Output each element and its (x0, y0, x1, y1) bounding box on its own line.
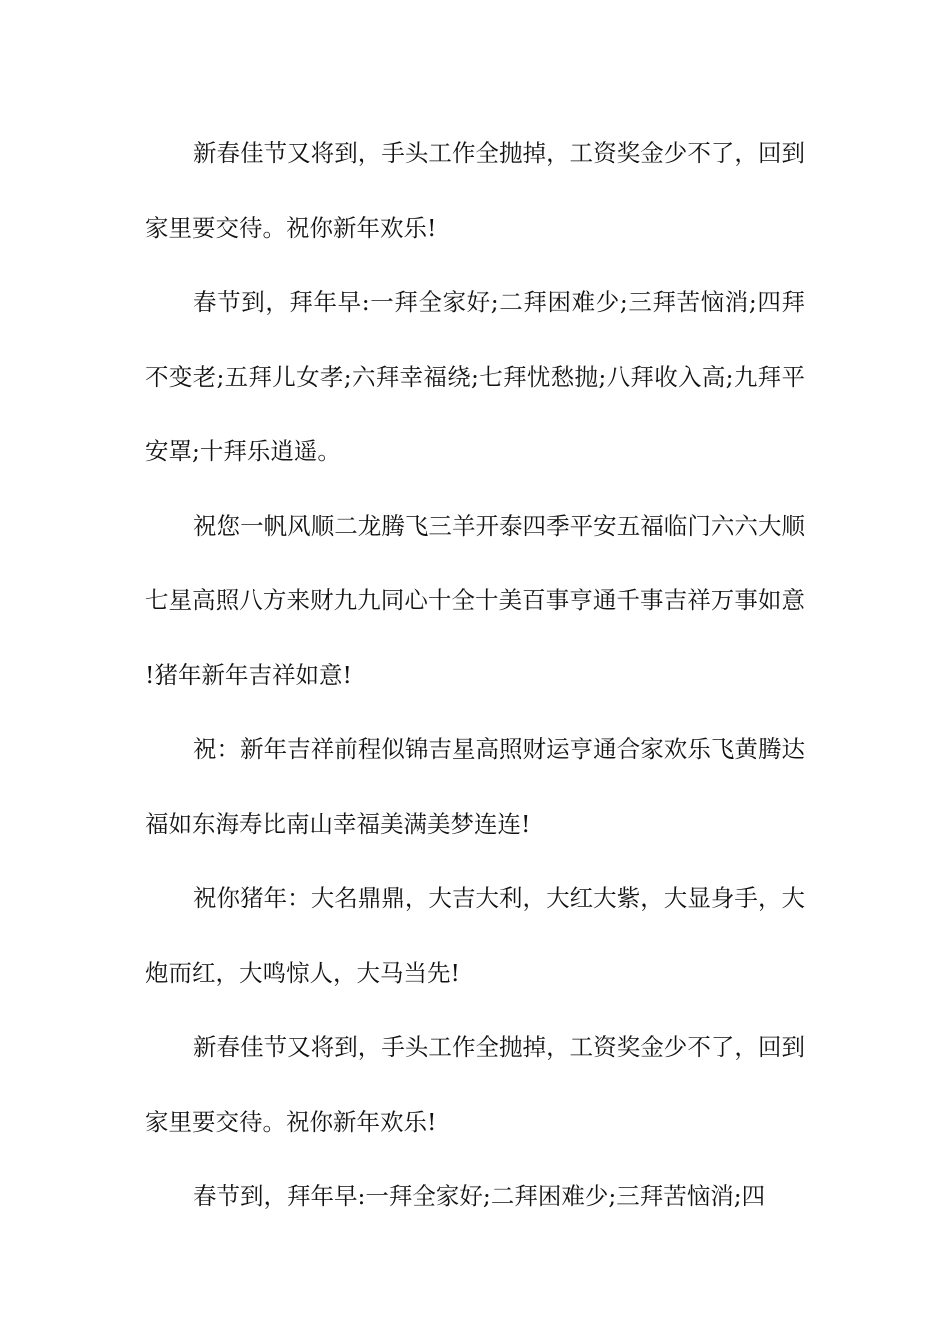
paragraph-4: 祝：新年吉祥前程似锦吉星高照财运亨通合家欢乐飞黄腾达福如东海寿比南山幸福美满美梦连连! (145, 735, 805, 838)
paragraph-3: 祝您一帆风顺二龙腾飞三羊开泰四季平安五福临门六六大顺七星高照八方来财九九同心十全十美百事亨通千事吉祥万事如意!猪年新年吉祥如意! (145, 511, 805, 689)
paragraph-6: 新春佳节又将到，手头工作全抛掉，工资奖金少不了，回到家里要交待。祝你新年欢乐! (145, 1033, 805, 1136)
paragraph-1: 新春佳节又将到，手头工作全抛掉，工资奖金少不了，回到家里要交待。祝你新年欢乐! (145, 139, 805, 242)
document-body (145, 116, 805, 1234)
paragraph-7: 春节到，拜年早:一拜全家好;二拜困难少;三拜苦恼消;四 (193, 1182, 766, 1210)
paragraph-2: 春节到，拜年早:一拜全家好;二拜困难少;三拜苦恼消;四拜不变老;五拜儿女孝;六拜幸福绕;七拜忧愁抛;八拜收入高;九拜平安罩;十拜乐逍遥。 (145, 288, 805, 465)
paragraph-5: 祝你猪年：大名鼎鼎，大吉大利，大红大紫，大显身手，大炮而红，大鸣惊人，大马当先! (145, 884, 805, 987)
